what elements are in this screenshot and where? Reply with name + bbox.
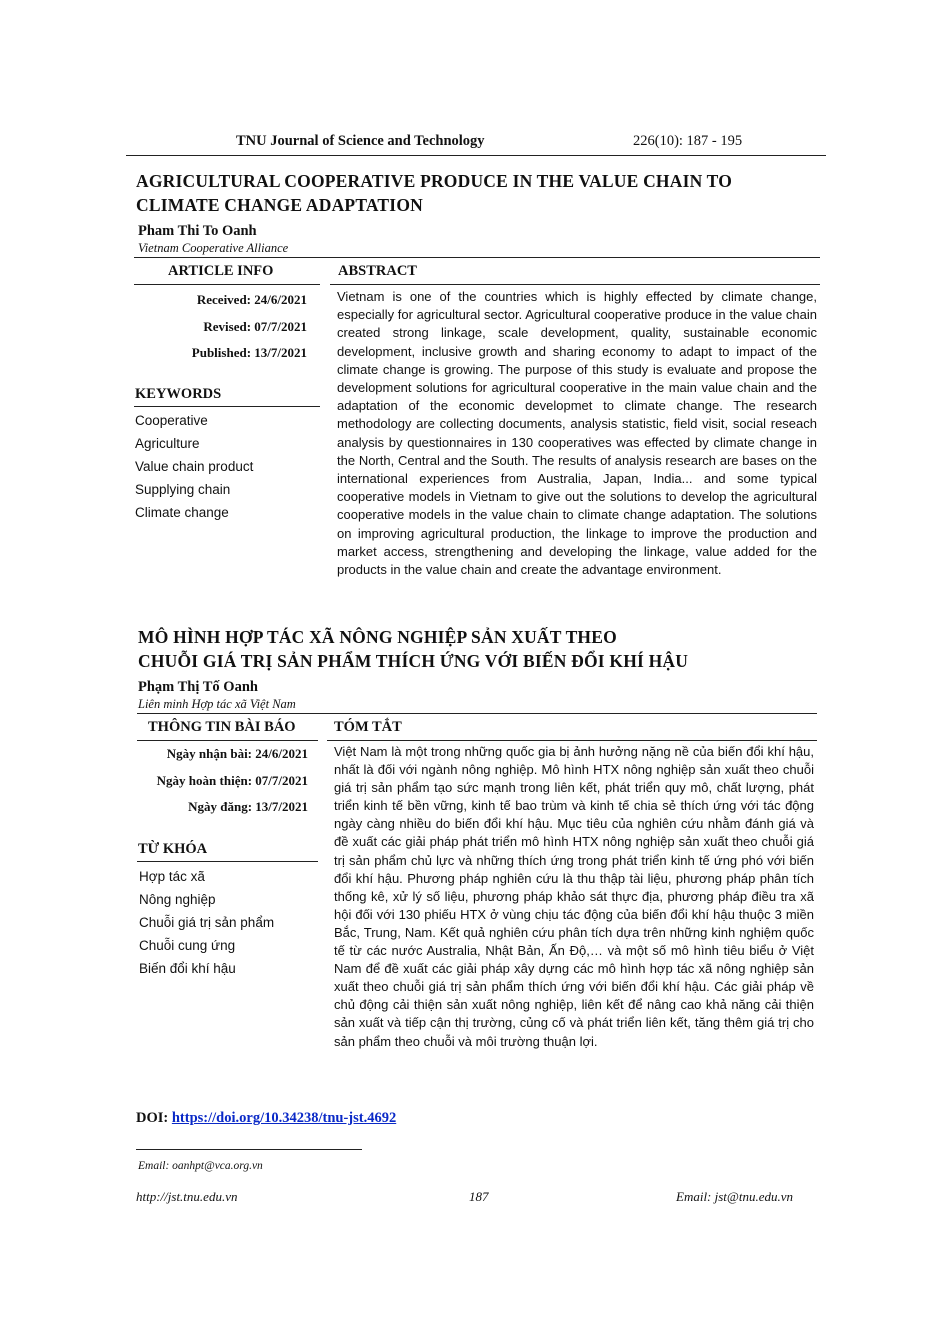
received-date: Received: 24/6/2021 [196,292,307,307]
footnote-rule [136,1149,362,1150]
vietnamese-title-line1: MÔ HÌNH HỢP TÁC XÃ NÔNG NGHIỆP SẢN XUẤT THEO [138,627,617,647]
english-affiliation: Vietnam Cooperative Alliance [138,241,289,255]
vietnamese-info-rule [137,740,318,741]
abstract-heading: ABSTRACT [338,263,417,279]
ngay-dang-date: Ngày đăng: 13/7/2021 [188,799,308,814]
keyword-item: Hợp tác xã [139,869,205,884]
english-title-line2: CLIMATE CHANGE ADAPTATION [136,195,423,215]
vietnamese-title [138,625,688,673]
keyword-item: Biến đổi khí hậu [139,961,236,976]
footer-email[interactable]: Email: jst@tnu.edu.vn [676,1189,794,1204]
keyword-item: Nông nghiệp [139,892,216,907]
english-dates [192,292,307,372]
tu-khoa-heading: TỪ KHÓA [138,841,208,857]
journal-name: TNU Journal of Science and Technology [236,133,485,149]
vietnamese-dates [157,746,308,826]
vietnamese-abstract-text: Việt Nam là một trong những quốc gia bị ảnh hưởng nặng nề của biến đổi khí hậu, nhất là đối với ngành nông nghiệp. Mô hình HTX nông nghiệp sản xuất theo chuỗi giá trị sản phẩm tạo sức mạnh trong liên kết, phát triển quy mô, chất lượng, phát triển kinh tế bền vững, kinh tế bao trùm và kinh tế chia sẻ thích ứng với tác động ngày càng nhiều do biến đổi khí hậu. Mục tiêu của nghiên cứu nhằm đánh giá và đề xuất các giải pháp phát triển mô hình HTX nông nghiệp sản xuất theo chuỗi giá trị sản phẩm chủ lực và những thích ứng trong phát triển kinh tế ứng phó với biến đổi khí hậu. Phương pháp nghiên cứu là thu thập tài liệu, phương pháp phân tích thống kê, xử lý số liệu, phương pháp khảo sát thực địa, phương pháp điều tra xã hội đối với 130 phiếu HTX ở vùng chịu tác động của biến đổi khí hậu thuộc 3 miền Bắc, Trung, Nam. Kết quả nghiên cứu phân tích dựa trên những kinh nghiệm quốc tế từ các nước Australia, Nhật Bản, Ấn Độ,… và một số mô hình tiêu biểu ở Việt Nam để đề xuất các giải pháp xây dựng các mô hình hợp tác xã nông nghiệp sản xuất theo chuỗi giá trị sản phẩm thích ứng với biến đổi khí hậu. Các giải pháp về chủ động cải thiện sản xuất nông nghiệp, liên kết để nâng cao khả năng cải thiện sản xuất và tiếp cận thị trường, củng cố và phát triển liên kết, tăng thêm giá trị cho sản phẩm theo chuỗi và môi trường thuận lợi. [334,744,814,1049]
published-date: Published: 13/7/2021 [191,345,307,360]
english-title-line1: AGRICULTURAL COOPERATIVE PRODUCE IN THE VALUE CHAIN TO [136,171,733,191]
keyword-item: Value chain product [135,459,254,474]
keyword-item: Chuỗi giá trị sản phẩm [139,915,275,930]
keyword-item: Cooperative [135,413,208,428]
vietnamese-abstract-rule [327,740,817,741]
english-abstract-rule [330,284,820,285]
keywords-rule [134,406,320,407]
header-rule [126,155,826,156]
revised-date: Revised: 07/7/2021 [203,318,307,334]
vietnamese-keyword-list [139,869,274,984]
footer-website[interactable]: http://jst.tnu.edu.vn [136,1189,238,1204]
english-author: Pham Thi To Oanh [138,223,257,239]
keyword-item: Climate change [135,505,229,520]
keywords-heading: KEYWORDS [135,386,222,402]
vietnamese-affiliation: Liên minh Hợp tác xã Việt Nam [138,697,296,711]
volume-pages: 226(10): 187 - 195 [633,133,743,149]
english-keyword-list [135,413,253,528]
ngay-hoan-thien-date: Ngày hoàn thiện: 07/7/2021 [156,772,308,788]
keyword-item: Supplying chain [135,482,231,497]
tom-tat-heading: TÓM TẮT [334,719,402,735]
english-abstract-text: Vietnam is one of the countries which is highly effected by climate change, especially for agricultural sector. Agricultural cooperative produce in the value chain created strong linkage, scale development, quality, sustainable economic development, inclusive growth and sharing economy to adapt to impact of the climate change is growing. The purpose of this study is evaluate and propose the development solutions for agricultural cooperative in the main value chain and the adaptation of the economic developmet to climate change. The research methodology are collecting documents, analysis statistic, field visit, social reseach analysis by questionnaires in 130 cooperatives was effected by climate change in the North, Central and the South. The results of analysis research are bases on the international experiences from Australia, Japan, India... and some typical cooperative models in Vietnam to give out the solutions to develop the agricultural cooperative models in the value chain to climate change adaptation. The solutions on improving agricultural production, the linkage to improve the production and market access, strengthening and developing the linkage, value added for the products in the value chain and create the advantage environment. [337,289,817,578]
keyword-item: Agriculture [135,436,200,451]
vietnamese-author: Phạm Thị Tố Oanh [138,679,258,695]
tu-khoa-rule [137,861,318,862]
thong-tin-bai-bao-heading: THÔNG TIN BÀI BÁO [148,719,296,735]
english-title [136,169,732,217]
keyword-item: Chuỗi cung ứng [139,938,236,953]
author-email: Email: oanhpt@vca.org.vn [138,1160,263,1172]
doi-label: DOI: [136,1110,169,1126]
english-info-top-rule [134,257,820,258]
ngay-nhan-bai-date: Ngày nhận bài: 24/6/2021 [166,746,308,761]
vietnamese-title-line2: CHUỖI GIÁ TRỊ SẢN PHẨM THÍCH ỨNG VỚI BIẾN ĐỔI KHÍ HẬU [138,651,689,671]
article-info-heading: ARTICLE INFO [168,263,274,279]
doi-line [136,1110,396,1127]
vietnamese-info-top-rule [137,713,817,714]
doi-link[interactable]: https://doi.org/10.34238/tnu-jst.4692 [171,1110,397,1126]
english-info-rule [134,284,320,285]
page-number: 187 [469,1189,489,1204]
